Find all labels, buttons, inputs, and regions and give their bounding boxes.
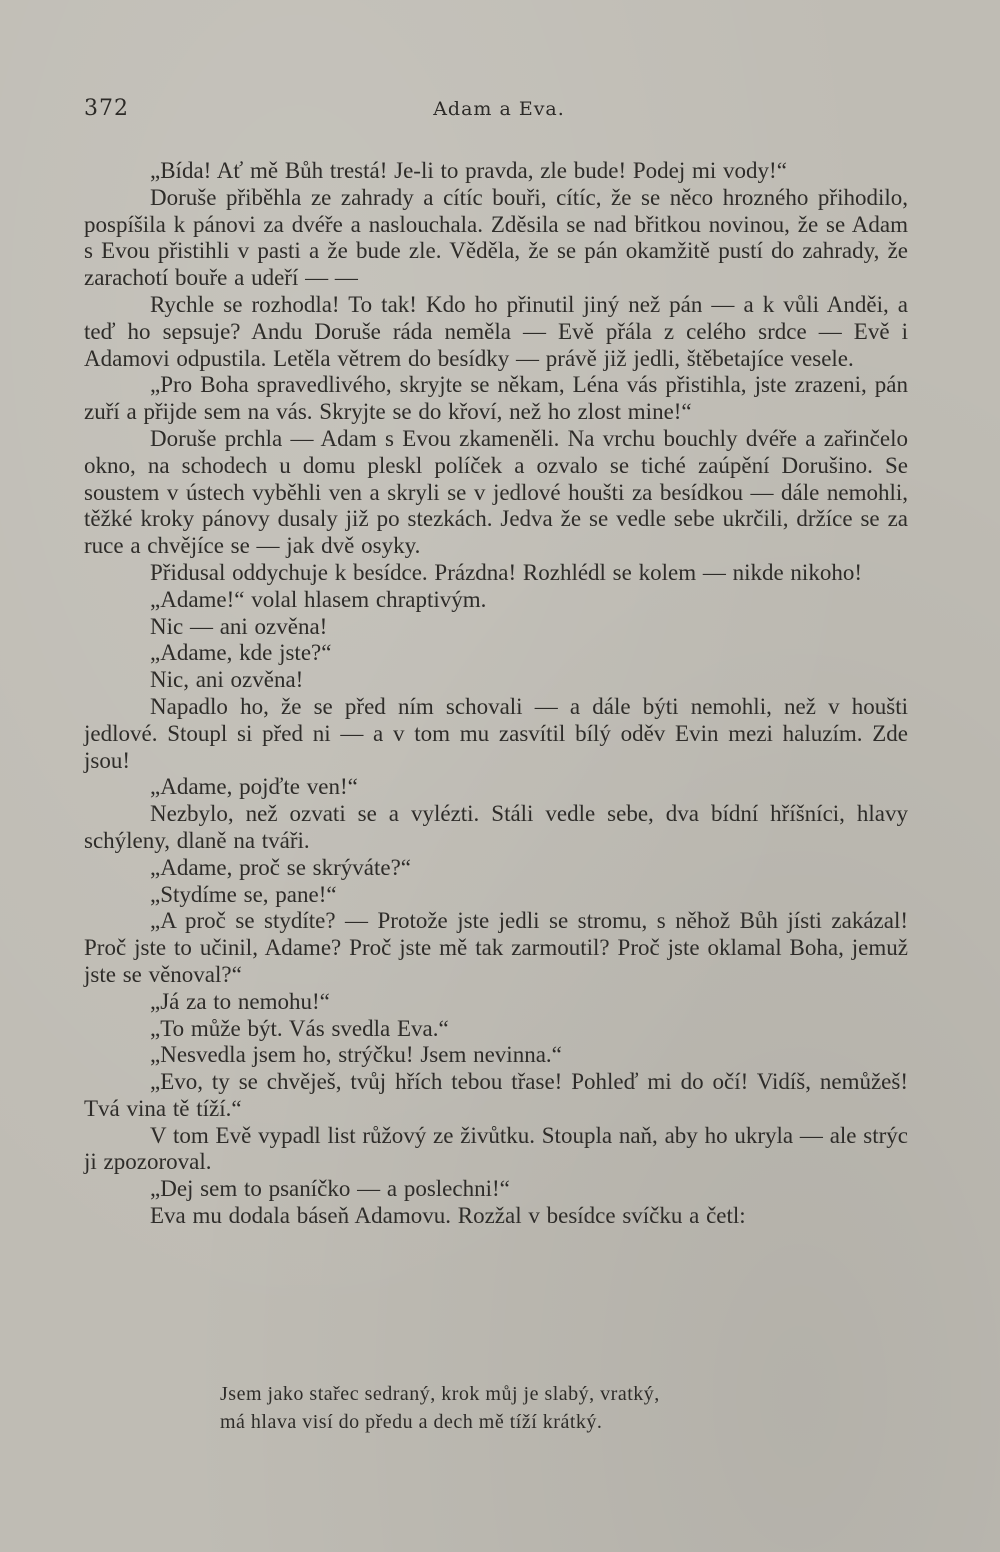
running-head: Adam a Eva. bbox=[433, 98, 565, 120]
poem-excerpt bbox=[220, 1380, 860, 1436]
paragraph: „Já za to nemohu!“ bbox=[150, 988, 330, 1014]
paragraph: „Nesvedla jsem ho, strýčku! Jsem nevinna.“ bbox=[150, 1042, 562, 1068]
paragraph: Přidusal oddychuje k besídce. Prázdna! Rozhlédl se kolem — nikde nikoho! bbox=[150, 559, 862, 585]
paragraph: „A proč se stydíte? — Protože jste jedli se stromu, s něhož Bůh jísti zakázal! Proč jste to učinil, Adame? Proč jste mě tak zarmoutil? Proč jste oklamal Boha, jemuž jste se věnoval?“ bbox=[84, 908, 908, 987]
paragraph: „Stydíme se, pane!“ bbox=[150, 881, 337, 907]
poem-line: Jsem jako stařec sedraný, krok můj je slabý, vratký, bbox=[220, 1383, 660, 1405]
paragraph: Doruše prchla — Adam s Evou zkameněli. Na vrchu bouchly dvéře a zařinčelo okno, na schodech u domu pleskl políček a ozvalo se tiché zaúpění Dorušino. Se soustem v ústech vyběhli ven a skryli se v jedlové houšti za besídkou — dále nemohli, těžké kroky pánovy dusaly již po stezkách. Jedva že se vedle sebe ukrčili, držíce se za ruce a chvějíce se — jak dvě osyky. bbox=[84, 425, 908, 559]
paragraph: Nic — ani ozvěna! bbox=[150, 613, 328, 639]
paragraph: Eva mu dodala báseň Adamovu. Rozžal v besídce svíčku a četl: bbox=[150, 1203, 746, 1229]
poem-line: má hlava visí do předu a dech mě tíží krátký. bbox=[220, 1411, 603, 1433]
paragraph: „Adame!“ volal hlasem chraptivým. bbox=[150, 586, 487, 612]
paragraph: Doruše přiběhla ze zahrady a cítíc bouři, cítíc, že se něco hrozného přihodilo, pospíšila k pánovi za dvéře a naslouchala. Zděsila se nad břitkou novinou, že se Adam s Evou přistihli v pasti a že bude zle. Věděla, že se pán okamžitě pustí do zahrady, že zarachotí bouře a udeří — — bbox=[84, 184, 908, 291]
paragraph: „Adame, kde jste?“ bbox=[150, 640, 332, 666]
paragraph: „Evo, ty se chvěješ, tvůj hřích tebou třase! Pohleď mi do očí! Vidíš, nemůžeš! Tvá vina tě tíží.“ bbox=[84, 1069, 908, 1121]
paragraph: „Bída! Ať mě Bůh trestá! Je-li to pravda, zle bude! Podej mi vody!“ bbox=[150, 158, 787, 183]
paragraph: „Adame, pojďte ven!“ bbox=[150, 774, 358, 800]
paragraph: Nic, ani ozvěna! bbox=[150, 667, 304, 693]
paragraph: Nezbylo, než ozvati se a vylézti. Stáli vedle sebe, dva bídní hříšníci, hlavy schýleny, dlaně na tváři. bbox=[84, 801, 908, 853]
paragraph: Napadlo ho, že se před ním schovali — a dále býti nemohli, než v houšti jedlové. Stoupl si před ni — a v tom mu zasvítil bílý oděv Evin mezi haluzím. Zde jsou! bbox=[84, 693, 908, 773]
page-number: 372 bbox=[84, 96, 129, 121]
paragraph: „To může být. Vás svedla Eva.“ bbox=[150, 1015, 449, 1041]
page-header bbox=[84, 96, 914, 126]
paragraph: „Dej sem to psaníčko — a poslechni!“ bbox=[150, 1176, 510, 1202]
paragraph: Rychle se rozhodla! To tak! Kdo ho přinutil jiný než pán — a k vůli Anděi, a teď ho sepsuje? Andu Doruše ráda neměla — Evě přála z celého srdce — Evě i Adamovi odpustila. Letěla větrem do besídky — právě již jedli, štěbetajíce vesele. bbox=[84, 291, 908, 371]
paragraph: „Pro Boha spravedlivého, skryjte se někam, Léna vás přistihla, jste zrazeni, pán zuří a přijde sem na vás. Skryjte se do křoví, než ho zlost mine!“ bbox=[84, 372, 908, 425]
body-text bbox=[84, 158, 908, 1230]
paragraph: V tom Evě vypadl list růžový ze živůtku. Stoupla naň, aby ho ukryla — ale strýc ji zpozoroval. bbox=[84, 1122, 908, 1175]
paragraph: „Adame, proč se skrýváte?“ bbox=[150, 854, 411, 880]
